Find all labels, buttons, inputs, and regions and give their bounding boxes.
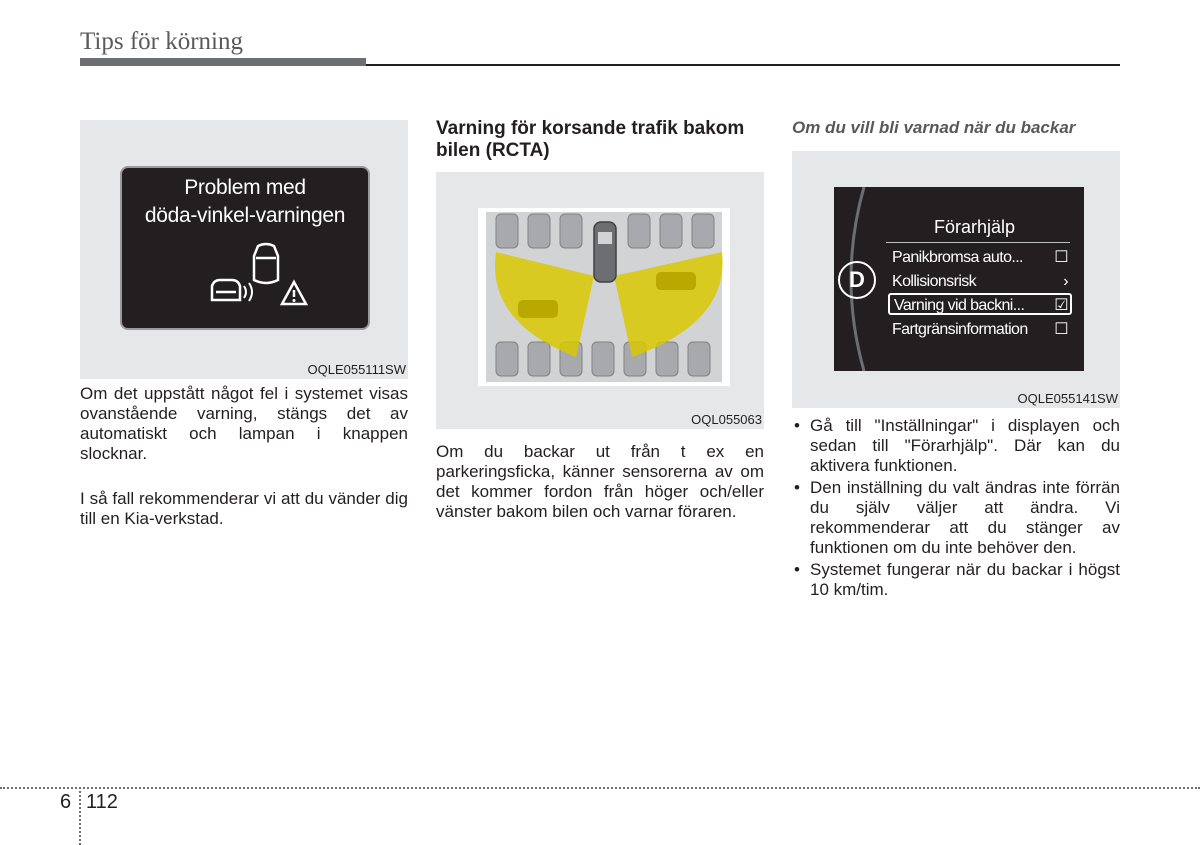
footer-dotted-divider	[79, 787, 81, 845]
list-item: • Gå till "Inställningar" i displayen och sedan till "Förarhjälp". Där kan du aktivera funktionen.	[792, 416, 1120, 476]
chevron-right-icon: ›	[1063, 273, 1068, 290]
cluster-display-figure	[792, 151, 1120, 408]
right-subheading: Om du vill bli varnad när du backar	[792, 118, 1076, 137]
blind-spot-warning-figure	[80, 120, 408, 379]
menu-title: Förarhjälp	[934, 217, 1016, 237]
menu-item-label: Varning vid backni...	[894, 297, 1025, 314]
blind-spot-warning-icon	[206, 240, 316, 320]
page-number: 112	[86, 791, 118, 813]
menu-item-kollisionsrisk[interactable]	[892, 271, 1070, 293]
header-rule-thick	[80, 58, 366, 66]
menu-item-label: Fartgränsinformation	[892, 321, 1028, 338]
list-item: • Den inställning du valt ändras inte förrän du själv väljer att ändra. Vi rekommenderar att du stänger av funktionen om du inte behöver den.	[792, 478, 1120, 558]
menu-item-panikbromsa[interactable]	[892, 247, 1070, 269]
figure-code: OQLE055111SW	[307, 362, 406, 377]
figure-code: OQL055063	[691, 412, 762, 427]
warning-display-panel	[120, 166, 370, 330]
middle-paragraph: Om du backar ut från t ex en parkeringsficka, känner sensorerna av om det kommer fordon från höger och/eller vänster bakom bilen och varnar föraren.	[436, 442, 764, 521]
warning-text-line1: Problem med	[184, 176, 306, 199]
instruction-list	[792, 416, 1120, 602]
checkbox-checked-icon: ☑	[1054, 297, 1068, 314]
left-paragraph-1: Om det uppstått något fel i systemet visas ovanstående varning, stängs det av automatiskt och lampan i knappen slocknar.	[80, 384, 408, 463]
menu-item-varning-vid-backning[interactable]	[888, 293, 1072, 315]
menu-item-fartgransinformation[interactable]	[892, 319, 1070, 341]
menu-item-label: Kollisionsrisk	[892, 273, 977, 290]
checkbox-unchecked-icon: ☐	[1054, 249, 1068, 266]
rcta-sensor-coverage-illustration	[436, 172, 764, 429]
parking-lot-diagram	[436, 172, 764, 429]
header-rule-thin	[366, 64, 1120, 66]
footer-dotted-rule	[0, 787, 1200, 789]
chapter-number: 6	[60, 791, 72, 813]
list-item: • Systemet fungerar när du backar i högst 10 km/tim.	[792, 560, 1120, 600]
left-paragraph-2: I så fall rekommenderar vi att du vänder dig till en Kia-verkstad.	[80, 489, 408, 528]
menu-title-divider	[886, 242, 1070, 243]
checkbox-unchecked-icon: ☐	[1054, 321, 1068, 338]
figure-code: OQLE055141SW	[1017, 391, 1118, 406]
page-header-title: Tips för körning	[80, 28, 243, 55]
section-heading-rcta: Varning för korsande trafik bakom bilen (RCTA)	[436, 118, 745, 161]
menu-item-label: Panikbromsa auto...	[892, 249, 1023, 266]
warning-text-line2: döda-vinkel-varningen	[144, 204, 346, 227]
gear-indicator-d: D	[838, 261, 876, 299]
instrument-cluster-screen	[834, 187, 1084, 371]
